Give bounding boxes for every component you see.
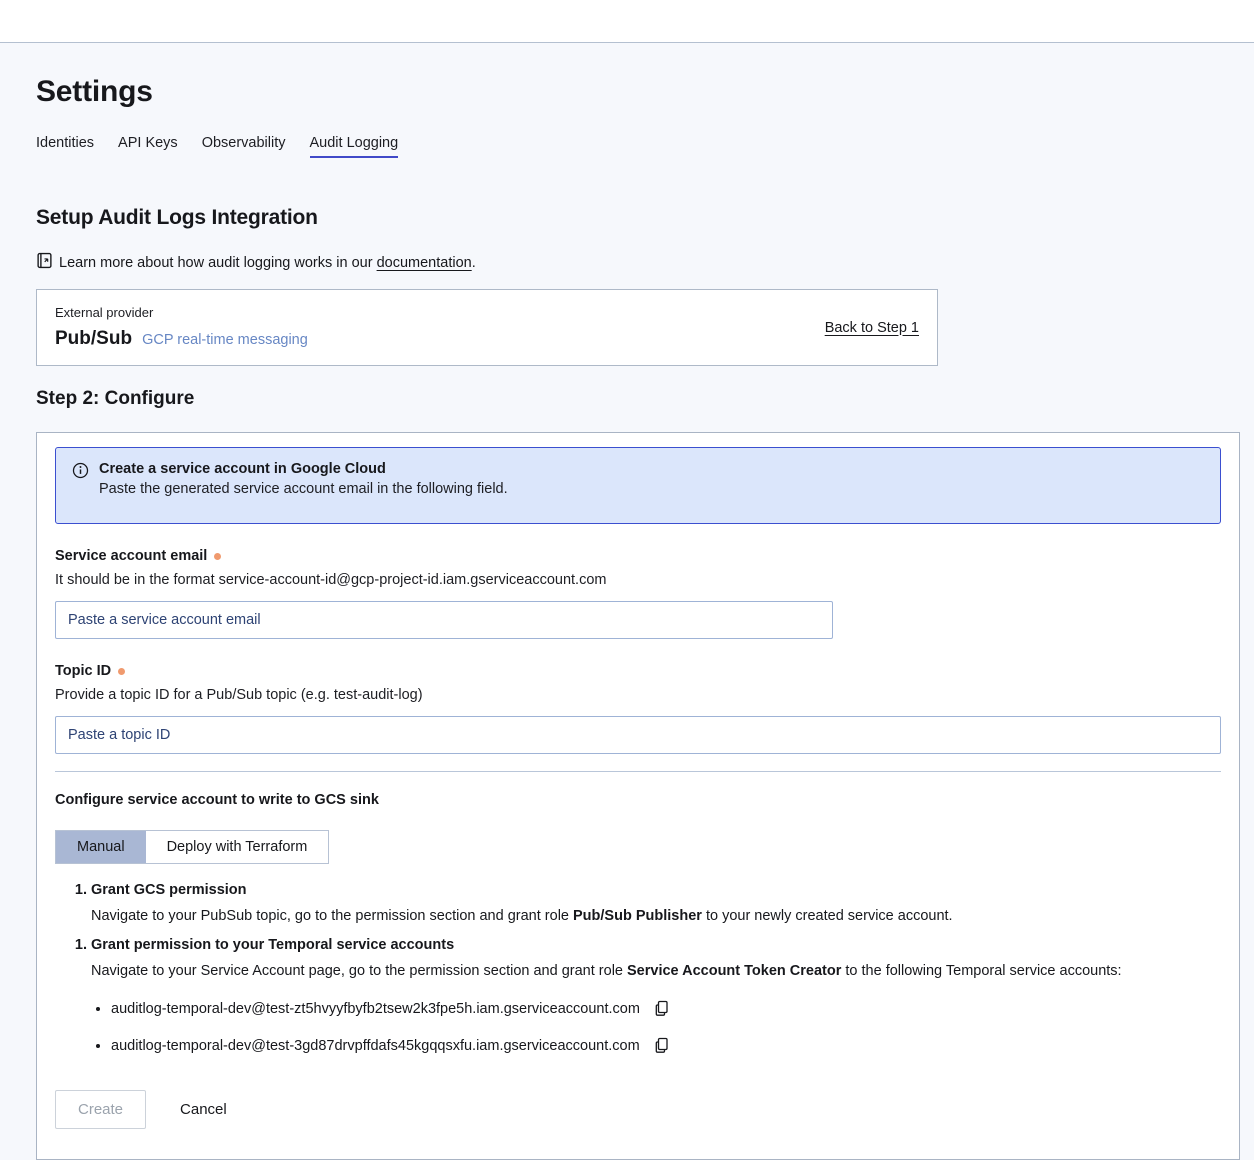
temporal-service-account-list	[111, 1000, 1221, 1054]
form-actions	[55, 1090, 1221, 1129]
provider-name: Pub/Sub	[55, 328, 133, 349]
provider-row	[55, 328, 308, 350]
learn-more-line	[36, 252, 1240, 273]
topic-id-helper: Provide a topic ID for a Pub/Sub topic (e.g. test-audit-log)	[55, 687, 423, 703]
tab-api-keys[interactable]: API Keys	[118, 135, 178, 151]
info-icon	[72, 462, 89, 497]
copy-icon[interactable]	[654, 1037, 670, 1054]
provider-label: External provider	[55, 305, 154, 320]
topic-id-label: Topic ID	[55, 663, 1221, 679]
create-button[interactable]: Create	[55, 1090, 146, 1129]
settings-tab-nav	[36, 135, 1240, 158]
service-account-email-label: Service account email	[55, 548, 1221, 564]
tab-manual[interactable]: Manual	[56, 831, 146, 863]
manual-steps-list	[55, 882, 1221, 1054]
provider-description: GCP real-time messaging	[142, 332, 308, 348]
step2-heading: Step 2: Configure	[36, 388, 195, 409]
tab-observability[interactable]: Observability	[201, 135, 286, 151]
callout-description: Paste the generated service account email in the following field.	[99, 481, 508, 497]
tab-audit-logging[interactable]: Audit Logging	[310, 135, 399, 158]
external-provider-card	[36, 289, 938, 366]
top-navigation-bar	[0, 0, 1254, 43]
deploy-method-tabs	[55, 830, 329, 864]
cancel-button[interactable]: Cancel	[180, 1101, 227, 1119]
service-account-email-1: • auditlog-temporal-dev@test-zt5hvyyfbyfb2tsew2k3fpe5h.iam.gserviceaccount.com	[111, 1000, 640, 1017]
book-icon	[36, 252, 53, 273]
callout-text	[99, 461, 508, 497]
section-divider	[55, 771, 1221, 772]
copy-icon[interactable]	[654, 1000, 670, 1017]
callout-title: Create a service account in Google Cloud	[99, 461, 386, 477]
documentation-link[interactable]: documentation	[376, 254, 472, 271]
gcs-sink-section-label: Configure service account to write to GCS sink	[55, 792, 379, 808]
step-1-body: Navigate to your PubSub topic, go to the permission section and grant role Pub/Sub Publisher to your newly created service account.	[91, 908, 953, 924]
step2-config-card	[36, 432, 1240, 1160]
list-item	[111, 1037, 1221, 1054]
tab-identities[interactable]: Identities	[36, 135, 95, 151]
service-account-email-2: • auditlog-temporal-dev@test-3gd87drvpffdafs45kgqqsxfu.iam.gserviceaccount.com	[111, 1037, 640, 1054]
provider-info	[55, 305, 308, 350]
page-title: Settings	[36, 75, 153, 108]
back-to-step-1-link[interactable]: Back to Step 1	[824, 319, 919, 336]
topic-id-input[interactable]	[55, 716, 1221, 754]
service-account-email-input[interactable]	[55, 601, 833, 639]
service-account-email-helper: It should be in the format service-account-id@gcp-project-id.iam.gserviceaccount.com	[55, 572, 607, 588]
info-callout	[55, 447, 1221, 524]
step-2-title: Grant permission to your Temporal service accounts	[91, 937, 455, 954]
step-1-title: Grant GCS permission	[91, 882, 247, 898]
list-item	[111, 1000, 1221, 1017]
learn-more-text: Learn more about how audit logging works in our documentation.	[59, 254, 476, 271]
required-indicator	[118, 668, 125, 675]
step-2-body: Navigate to your Service Account page, go to the permission section and grant role Service Account Token Creator to the following Temporal service accounts:	[91, 963, 1122, 980]
step-item-2	[91, 937, 1221, 982]
tab-deploy-with-terraform[interactable]: Deploy with Terraform	[166, 839, 308, 855]
required-indicator	[214, 553, 221, 560]
settings-page	[0, 43, 1254, 1160]
setup-section-heading: Setup Audit Logs Integration	[36, 206, 318, 229]
step-item-1	[91, 882, 1221, 927]
